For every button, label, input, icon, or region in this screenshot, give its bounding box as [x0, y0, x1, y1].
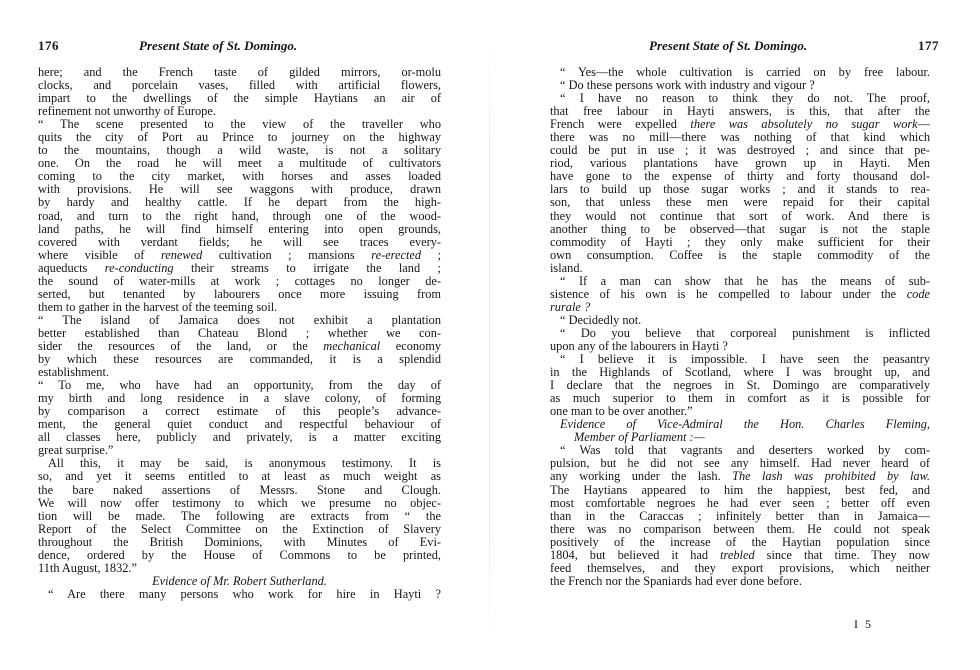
- text-run: any working under the lash.: [550, 470, 733, 484]
- text-line: [38, 405, 441, 418]
- text-run: The Haytians appeared to him the happiest, best fed, and: [550, 483, 930, 497]
- text-run: than in the Caraccas ; infinitely better than in Jamaica—: [550, 509, 930, 523]
- text-run: have gone to the expense of thirty and forty thousand dol-: [550, 170, 930, 184]
- right-page: [490, 0, 980, 670]
- text-run: feed themselves, and they export provisions, which neither: [550, 561, 930, 575]
- body-text: [38, 66, 441, 601]
- text-run: by which these resources are commanded, it is a splendid: [38, 353, 441, 367]
- text-line: [550, 196, 930, 209]
- text-run: Report of the Select Committee on the Extinction of Slavery: [38, 522, 441, 536]
- text-run: road, and turn to the right hand, through one of the wood-: [38, 209, 441, 223]
- text-line: [550, 444, 930, 457]
- italic-text: rurale ?: [550, 300, 591, 314]
- text-run: “ Was told that vagrants and deserters worked by com-: [560, 444, 930, 458]
- text-line: [550, 288, 930, 301]
- text-run: by hardy and healthy cattle. If he depart from the high-: [38, 196, 441, 210]
- text-run: that free labour in Hayti answers, is this, that after the: [550, 105, 930, 119]
- text-line: [38, 92, 441, 105]
- text-line: [38, 144, 441, 157]
- text-run: as much superior to them in comfort as it is possible for: [550, 392, 930, 406]
- text-line: [550, 340, 930, 353]
- text-run: clocks, and porcelain vases, filled with artificial flowers,: [38, 79, 441, 93]
- text-line: [38, 549, 441, 562]
- text-line: [550, 497, 930, 510]
- text-run: to the mountains, though a wild waste, is not a solitary: [38, 144, 441, 158]
- text-line: [38, 118, 441, 131]
- text-line: [38, 157, 441, 170]
- text-run: sistence of his own is he compelled to labour under the: [550, 287, 907, 301]
- text-run: in the Highlands of Scotland, where I was brought up, and: [550, 366, 930, 380]
- italic-text: re-erected: [371, 248, 422, 262]
- italic-text: Evidence of Vice-Admiral the Hon. Charles Fleming,: [560, 418, 930, 432]
- text-line: [550, 470, 930, 483]
- text-line: [550, 353, 930, 366]
- text-line: [38, 379, 441, 392]
- text-line: [550, 523, 930, 536]
- text-line: [38, 314, 441, 327]
- running-head: Present State of St. Domingo.: [139, 38, 298, 53]
- text-run: “ Are there many persons who work for hire in Hayti ?: [48, 587, 441, 601]
- text-run: “ The island of Jamaica does not exhibit a plantation: [38, 313, 441, 327]
- text-run: “ I believe it is impossible. I have seen the peasantry: [560, 353, 930, 367]
- text-line: [550, 575, 930, 588]
- text-run: one man to be over another.”: [550, 405, 693, 419]
- text-line: [550, 366, 930, 379]
- text-run: tion will be made. The following are extracts from “ the: [38, 509, 441, 523]
- text-line: [38, 183, 441, 196]
- text-run: “ Decidedly not.: [560, 313, 642, 327]
- text-run: by comparison a correct estimate of this people’s advance-: [38, 405, 441, 419]
- text-run: coming to the city market, with horses and asses loaded: [38, 170, 441, 184]
- text-line: [550, 236, 930, 249]
- text-line: [38, 536, 441, 549]
- text-run: “ Do you believe that corporeal punishment is inflicted: [560, 326, 930, 340]
- text-run: refinement not unworthy of Europe.: [38, 105, 216, 119]
- text-run: sider the resources of the land, or the: [38, 339, 324, 353]
- text-run: covered with verdant fields; he will see traces every-: [38, 235, 441, 249]
- text-line: [550, 536, 930, 549]
- text-line: [550, 262, 930, 275]
- text-run: dence, ordered by the House of Commons to be printed,: [38, 548, 441, 562]
- text-run: —: [917, 118, 930, 132]
- text-line: [38, 223, 441, 236]
- text-line: [550, 183, 930, 196]
- text-line: [38, 418, 441, 431]
- text-run: “ I have no reason to think they do not. The proof,: [560, 92, 930, 106]
- text-line: [38, 353, 441, 366]
- text-line: [38, 210, 441, 223]
- italic-text: The lash was prohibited by law.: [732, 470, 930, 484]
- text-line: [550, 562, 930, 575]
- text-run: since that time. They now: [754, 548, 930, 562]
- text-run: French were expelled: [550, 118, 691, 132]
- text-line: [38, 366, 441, 379]
- text-run: them to gather in the harvest of the teeming soil.: [38, 300, 278, 314]
- text-run: most comfortable negroes he had ever seen ; better off even: [550, 496, 930, 510]
- text-run: my birth and long residence in a slave colony, of forming: [38, 392, 441, 406]
- text-run: riod, various plantations have grown up in Hayti. Men: [550, 157, 930, 171]
- text-line: [38, 340, 441, 353]
- text-run: serted, but tenanted by labourers once more issuing from: [38, 287, 441, 301]
- text-line: [38, 131, 441, 144]
- text-line: [38, 497, 441, 510]
- text-run: impart to the dwellings of the simple Haytians an air of: [38, 92, 441, 106]
- page-number: 176: [38, 38, 59, 53]
- text-run: “ The scene presented to the view of the traveller who: [38, 118, 441, 132]
- text-run: ment, the general quiet conduct and respectful behaviour of: [38, 418, 441, 432]
- text-line: [550, 157, 930, 170]
- text-run: “ To me, who have had an opportunity, from the day of: [38, 379, 441, 393]
- text-run: the sound of water-mills at work ; cottages no longer de-: [38, 274, 441, 288]
- text-run: could be put in use ; it was destroyed ; and since that pe-: [550, 144, 930, 158]
- text-run: own consumption. Coffee is the staple commodity of the: [550, 248, 930, 262]
- text-line: [550, 105, 930, 118]
- text-line: [550, 379, 930, 392]
- italic-text: re-conducting: [104, 261, 174, 275]
- text-run: Evidence of Mr. Robert Sutherland.: [152, 574, 327, 588]
- text-run: quits the city of Port au Prince to journey on the highway: [38, 131, 441, 145]
- text-run: positively of the increase of the Haytian population since: [550, 535, 930, 549]
- italic-text: renewed: [160, 248, 203, 262]
- text-run: the French nor the Spaniards had ever done before.: [550, 574, 802, 588]
- text-line: [550, 314, 930, 327]
- text-run: there was no comparison between them. He could not speak: [550, 522, 930, 536]
- text-run: here; and the French taste of gilded mirrors, or-molu: [38, 66, 441, 79]
- text-line: [550, 418, 930, 431]
- text-run: 1804, but believed it had: [550, 548, 721, 562]
- text-run: their streams to irrigate the land ;: [173, 261, 441, 275]
- text-line: [550, 131, 930, 144]
- text-line: [550, 484, 930, 497]
- page-number: 177: [918, 38, 939, 53]
- text-line: [38, 444, 441, 457]
- text-run: all classes here, publicly and privately, is a matter exciting: [38, 431, 441, 445]
- text-line: [550, 223, 930, 236]
- text-line: [38, 510, 441, 523]
- text-line: [38, 170, 441, 183]
- text-run: there was no mill—there was nothing of that kind which: [550, 131, 930, 145]
- text-run: the bare naked assertions of Messrs. Stone and Clough.: [38, 483, 441, 497]
- text-run: with provisions. He will see waggons with produce, drawn: [38, 183, 441, 197]
- text-run: they would not continue that sort of work. And there is: [550, 209, 930, 223]
- text-run: cultivation ; mansions: [202, 248, 372, 262]
- text-line: [38, 327, 441, 340]
- text-line: [550, 275, 930, 288]
- text-line: [38, 562, 441, 575]
- text-run: throughout the British Dominions, with Minutes of Evi-: [38, 535, 441, 549]
- text-line: [550, 327, 930, 340]
- text-line: [550, 405, 930, 418]
- text-line: [38, 301, 441, 314]
- text-run: “ If a man can show that he has the means of sub-: [560, 274, 930, 288]
- text-line: [38, 457, 441, 470]
- text-run: I declare that the negroes in St. Domingo are comparatively: [550, 379, 930, 393]
- text-run: pulsion, but he did not see any himself. Had never heard of: [550, 457, 930, 471]
- italic-text: trebled: [720, 548, 755, 562]
- text-line: [550, 510, 930, 523]
- text-run: economy: [380, 339, 441, 353]
- text-line: [550, 549, 930, 562]
- text-run: island.: [550, 261, 583, 275]
- italic-text: code: [906, 287, 930, 301]
- text-line: [550, 210, 930, 223]
- italic-text: mechanical: [323, 339, 381, 353]
- running-head: Present State of St. Domingo.: [649, 38, 808, 53]
- text-line: [38, 470, 441, 483]
- body-text: [550, 66, 930, 588]
- text-run: better established than Chateau Blond ; whether we con-: [38, 326, 441, 340]
- text-line: [38, 262, 441, 275]
- text-line: [550, 249, 930, 262]
- text-run: establishment.: [38, 366, 109, 380]
- text-line: [38, 196, 441, 209]
- text-run: commodity of Hayti ; they only make sufficient for their: [550, 235, 930, 249]
- text-run: great surprise.”: [38, 444, 114, 458]
- text-line: [38, 523, 441, 536]
- text-line: [550, 431, 930, 444]
- text-line: [38, 236, 441, 249]
- text-line: [38, 105, 441, 118]
- text-run: “ Yes—the whole cultivation is carried on by free labour.: [560, 66, 930, 79]
- text-line: [550, 144, 930, 157]
- text-line: [550, 118, 930, 131]
- text-run: ;: [421, 248, 441, 262]
- text-run: upon any of the labourers in Hayti ?: [550, 339, 728, 353]
- italic-text: there was absolutely no sugar work: [690, 118, 918, 132]
- text-run: another thing to be observed—that sugar is not the staple: [550, 222, 930, 236]
- text-line: [550, 79, 930, 92]
- text-run: son, that unless these men were repaid for their capital: [550, 196, 930, 210]
- text-line: [38, 66, 441, 79]
- text-line: [38, 288, 441, 301]
- text-line: [550, 66, 930, 79]
- text-line: [550, 92, 930, 105]
- text-line: [550, 170, 930, 183]
- signature-mark: I 5: [854, 617, 873, 631]
- italic-text: Member of Parliament :—: [574, 431, 705, 445]
- text-line: [38, 484, 441, 497]
- text-run: where visible of: [38, 248, 161, 262]
- text-line: [550, 301, 930, 314]
- text-line: [38, 392, 441, 405]
- text-run: one. On the road he will meet a multitude of cultivators: [38, 157, 441, 171]
- text-run: lars to build up those sugar works ; and it stands to rea-: [550, 183, 930, 197]
- text-line: [38, 275, 441, 288]
- text-run: We will now offer testimony to which we presume no objec-: [38, 496, 441, 510]
- text-run: so, and yet it seems entitled to at least as much weight as: [38, 470, 441, 484]
- text-line: [38, 431, 441, 444]
- text-run: All this, it may be said, is anonymous testimony. It is: [48, 457, 441, 471]
- text-run: land paths, he will find himself entering into open grounds,: [38, 222, 441, 236]
- text-line: [38, 575, 441, 588]
- text-run: aqueducts: [38, 261, 105, 275]
- text-line: [38, 588, 441, 601]
- text-run: 11th August, 1832.”: [38, 561, 137, 575]
- text-line: [38, 79, 441, 92]
- text-run: “ Do these persons work with industry and vigour ?: [560, 79, 815, 93]
- text-line: [38, 249, 441, 262]
- text-line: [550, 457, 930, 470]
- text-line: [550, 392, 930, 405]
